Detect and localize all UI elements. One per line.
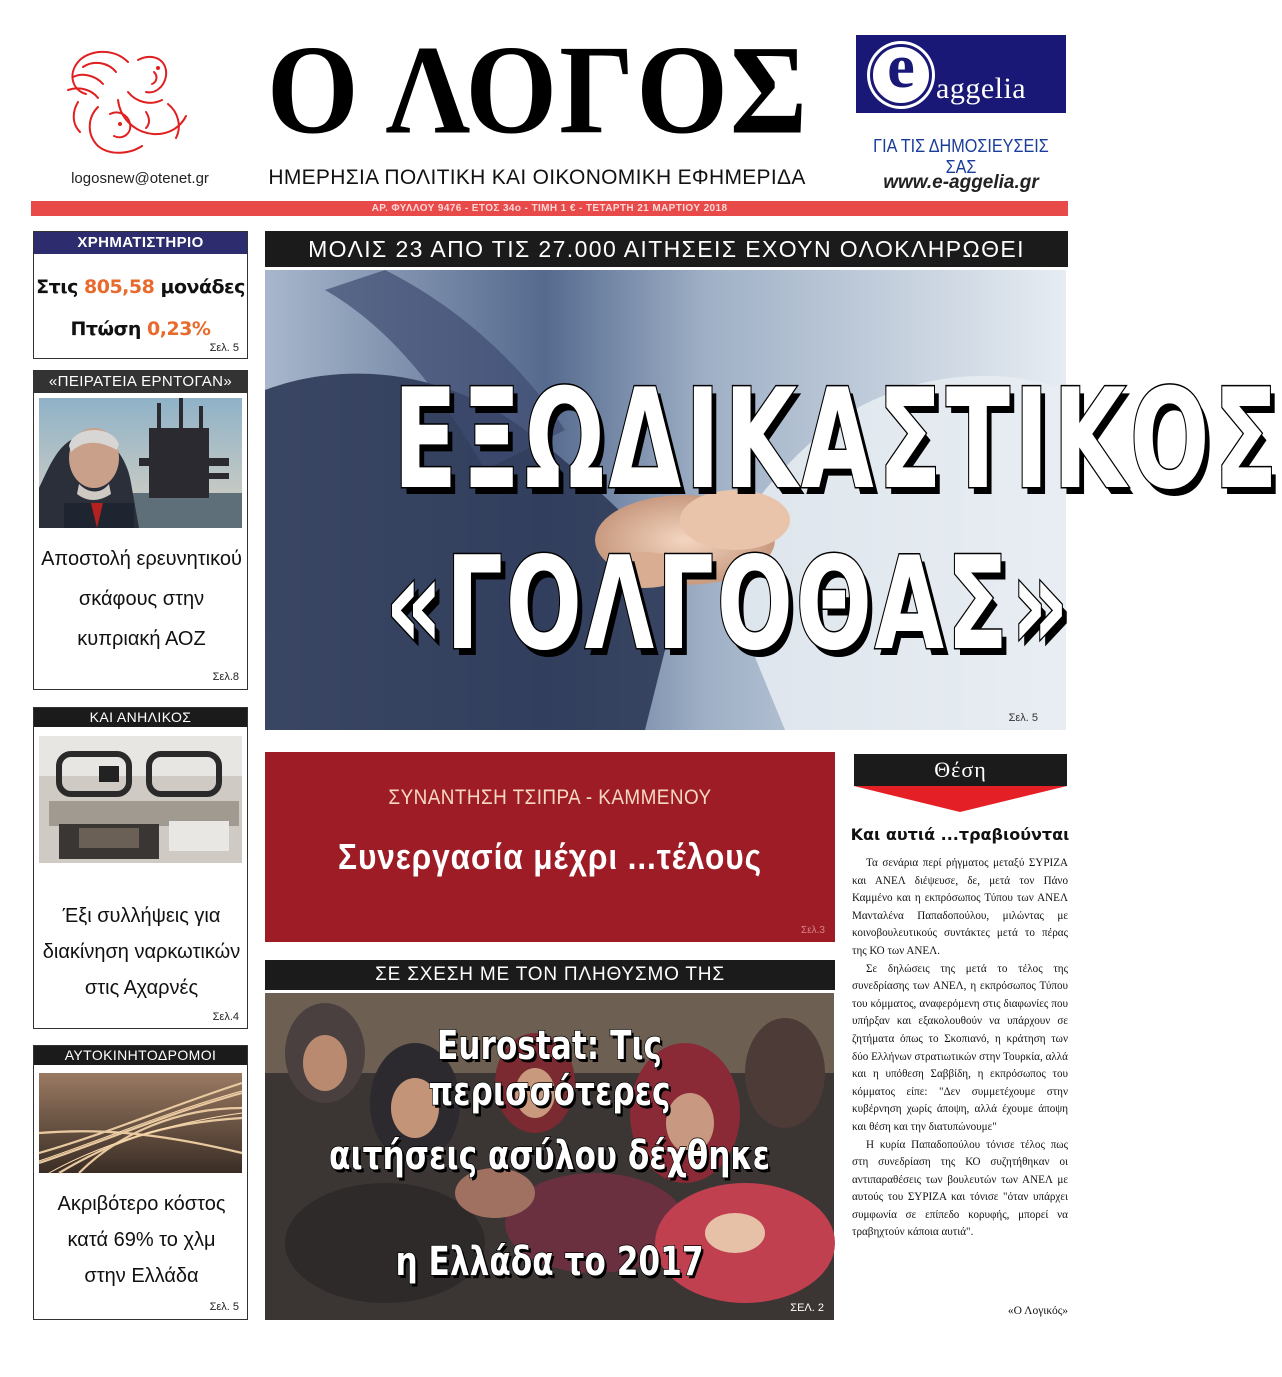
- opinion-header-chevron: [854, 786, 1067, 812]
- asylum-page-ref: ΣΕΛ. 2: [790, 1302, 824, 1314]
- stock-change-line: [34, 318, 247, 340]
- motorways-page-ref: Σελ. 5: [209, 1301, 239, 1313]
- lead-story-banner: ΜΟΛΙΣ 23 ΑΠΟ ΤΙΣ 27.000 ΑΙΤΗΣΕΙΣ ΕΧΟΥΝ ΟΛΟΚΛΗΡΩΘΕΙ: [265, 231, 1068, 267]
- eaggelia-tagline: ΓΙΑ ΤΙΣ ΔΗΜΟΣΙΕΥΣΕΙΣ ΣΑΣ: [873, 136, 1049, 177]
- stock-change-prefix: Πτώση: [70, 318, 141, 340]
- opinion-paragraph-2: Σε δηλώσεις της μετά το τέλος της συνεδρίασης των ΑΝΕΛ, η εκπρόσωπος Τύπου του κόμματος, αναφερόμενη στις διαφωνίες που υπήρξαν και εξακολουθούν να υπάρχουν σε ζητήματα όπως το Σκοπιανό, η κράτηση των δύο Ελλήνων στρατιωτικών στην Τουρκία, αλλά και η υπόθεση Σαββίδη, η εκπρόσωπος του κόμματος είπε: "Δεν συμμετέχουμε στην κυβέρνηση χωρίς άποψη, αλλά έχουμε άποψη και θέση και την διατυπώνουμε": [852, 962, 1068, 1133]
- piracy-story-line-2: σκάφους στην: [78, 588, 205, 610]
- meeting-story-kicker: ΣΥΝΑΝΤΗΣΗ ΤΣΙΠΡΑ - ΚΑΜΜΕΝΟΥ: [388, 786, 712, 809]
- stock-index-suffix: μονάδες: [160, 276, 245, 298]
- opinion-body: [852, 855, 1068, 1242]
- arrests-story-header: ΚΑΙ ΑΝΗΛΙΚΟΣ: [34, 708, 247, 727]
- asylum-story-banner: ΣΕ ΣΧΕΣΗ ΜΕ ΤΟΝ ΠΛΗΘΥΣΜΟ ΤΗΣ: [265, 960, 835, 990]
- motorways-story-box[interactable]: [33, 1045, 248, 1320]
- piracy-story-line-1: Αποστολή ερευνητικού: [41, 548, 242, 570]
- asylum-headline-line-2: αιτήσεις ασύλου δέχθηκε: [329, 1133, 770, 1179]
- piracy-story-line-3: κυπριακή ΑΟΖ: [77, 628, 206, 650]
- stock-index-line: [34, 276, 247, 298]
- newspaper-title: Ο ΛΟΓΟΣ: [266, 18, 810, 161]
- eaggelia-brand: aggelia: [936, 72, 1027, 105]
- motorway-interchange-photo: [39, 1073, 242, 1173]
- arrests-story-line-2: διακίνηση ναρκωτικών: [42, 941, 241, 963]
- meeting-story-box[interactable]: [265, 752, 835, 942]
- piracy-story-box[interactable]: [33, 370, 248, 690]
- contact-email[interactable]: logosnew@otenet.gr: [71, 170, 209, 187]
- lead-story-hero[interactable]: [265, 270, 1282, 730]
- motorways-story-line-2: κατά 69% το χλμ: [67, 1229, 216, 1251]
- motorways-story-line-3: στην Ελλάδα: [84, 1265, 199, 1287]
- opinion-title: Και αυτιά ...τραβιούνται: [850, 825, 1070, 844]
- arrests-story-line-3: στις Αχαρνές: [84, 977, 199, 999]
- stock-index-prefix: Στις: [36, 276, 78, 298]
- erdogan-drilling-photo: [39, 398, 242, 528]
- motorways-story-line-1: Ακριβότερο κόστος: [57, 1193, 226, 1215]
- opinion-signature: «Ο Λογικός»: [1007, 1305, 1068, 1317]
- stock-index-value: 805,58: [84, 276, 155, 298]
- newspaper-logo-illustration: [58, 42, 198, 160]
- opinion-paragraph-3: Η κυρία Παπαδοπούλου τόνισε τέλος πως στη συνεδρίαση της ΚΟ συζητήθηκαν οι αντιπαραθέσεις των βουλευτών των ΑΝΕΛ με αυτούς του ΣΥΡΙΖΑ και τόνισε "όταν υπάρχει συμφωνία σε επίπεδο κορυφής, μπορεί να τραβηχτούν κάποια αυτιά".: [852, 1138, 1068, 1239]
- meeting-page-ref: Σελ.3: [801, 925, 825, 936]
- opinion-header: Θέση: [854, 754, 1067, 786]
- arrests-story-line-1: Έξι συλλήψεις για: [62, 905, 221, 927]
- stock-market-box[interactable]: [33, 231, 248, 359]
- asylum-headline-line-3: η Ελλάδα το 2017: [395, 1239, 704, 1285]
- stock-market-header: ΧΡΗΜΑΤΙΣΤΗΡΙΟ: [34, 232, 247, 254]
- seized-drugs-photo: [39, 736, 242, 863]
- asylum-story-box[interactable]: [265, 993, 834, 1320]
- issue-info-strip: ΑΡ. ΦΥΛΛΟΥ 9476 - ΕΤΟΣ 34ο - ΤΙΜΗ 1 € - ΤΕΤΑΡΤΗ 21 ΜΑΡΤΙΟΥ 2018: [31, 201, 1068, 216]
- meeting-story-headline: Συνεργασία μέχρι ...τέλους: [338, 836, 762, 877]
- opinion-paragraph-1: Τα σενάρια περί ρήγματος μεταξύ ΣΥΡΙΖΑ και ΑΝΕΛ διέψευσε, δε, μετά τον Πάνο Καμμένο και η εκπρόσωπος Τύπου των ΑΝΕΛ Μανταλένα Παπαδοπούλου, μιλώντας με κοινοβουλευτικούς συντάκτες μετά το πέρας της ΚΟ των ΑΝΕΛ.: [852, 857, 1068, 957]
- eaggelia-logo-letter: e: [887, 33, 915, 101]
- eaggelia-url[interactable]: www.e-aggelia.gr: [883, 172, 1039, 193]
- stock-change-value: 0,23%: [147, 318, 211, 340]
- motorways-story-header: ΑΥΤΟΚΙΝΗΤΟΔΡΟΜΟΙ: [34, 1046, 247, 1065]
- newspaper-subtitle: ΗΜΕΡΗΣΙΑ ΠΟΛΙΤΙΚΗ ΚΑΙ ΟΙΚΟΝΟΜΙΚΗ ΕΦΗΜΕΡΙΔΑ: [268, 166, 806, 189]
- lead-page-ref: Σελ. 5: [1008, 712, 1038, 724]
- lead-headline-line-2: «ΓΟΛΓΟΘΑΣ»: [385, 530, 1072, 679]
- stock-page-ref: Σελ. 5: [209, 342, 239, 354]
- piracy-story-header: «ΠΕΙΡΑΤΕΙΑ ΕΡΝΤΟΓΑΝ»: [34, 371, 247, 393]
- arrests-page-ref: Σελ.4: [212, 1011, 239, 1023]
- arrests-story-box[interactable]: [33, 707, 248, 1029]
- piracy-page-ref: Σελ.8: [212, 671, 239, 683]
- lead-headline-line-1: ΕΞΩΔΙΚΑΣΤΙΚΟΣ: [393, 359, 1282, 520]
- asylum-headline-line-1: Eurostat: Τις περισσότερες: [428, 1023, 671, 1115]
